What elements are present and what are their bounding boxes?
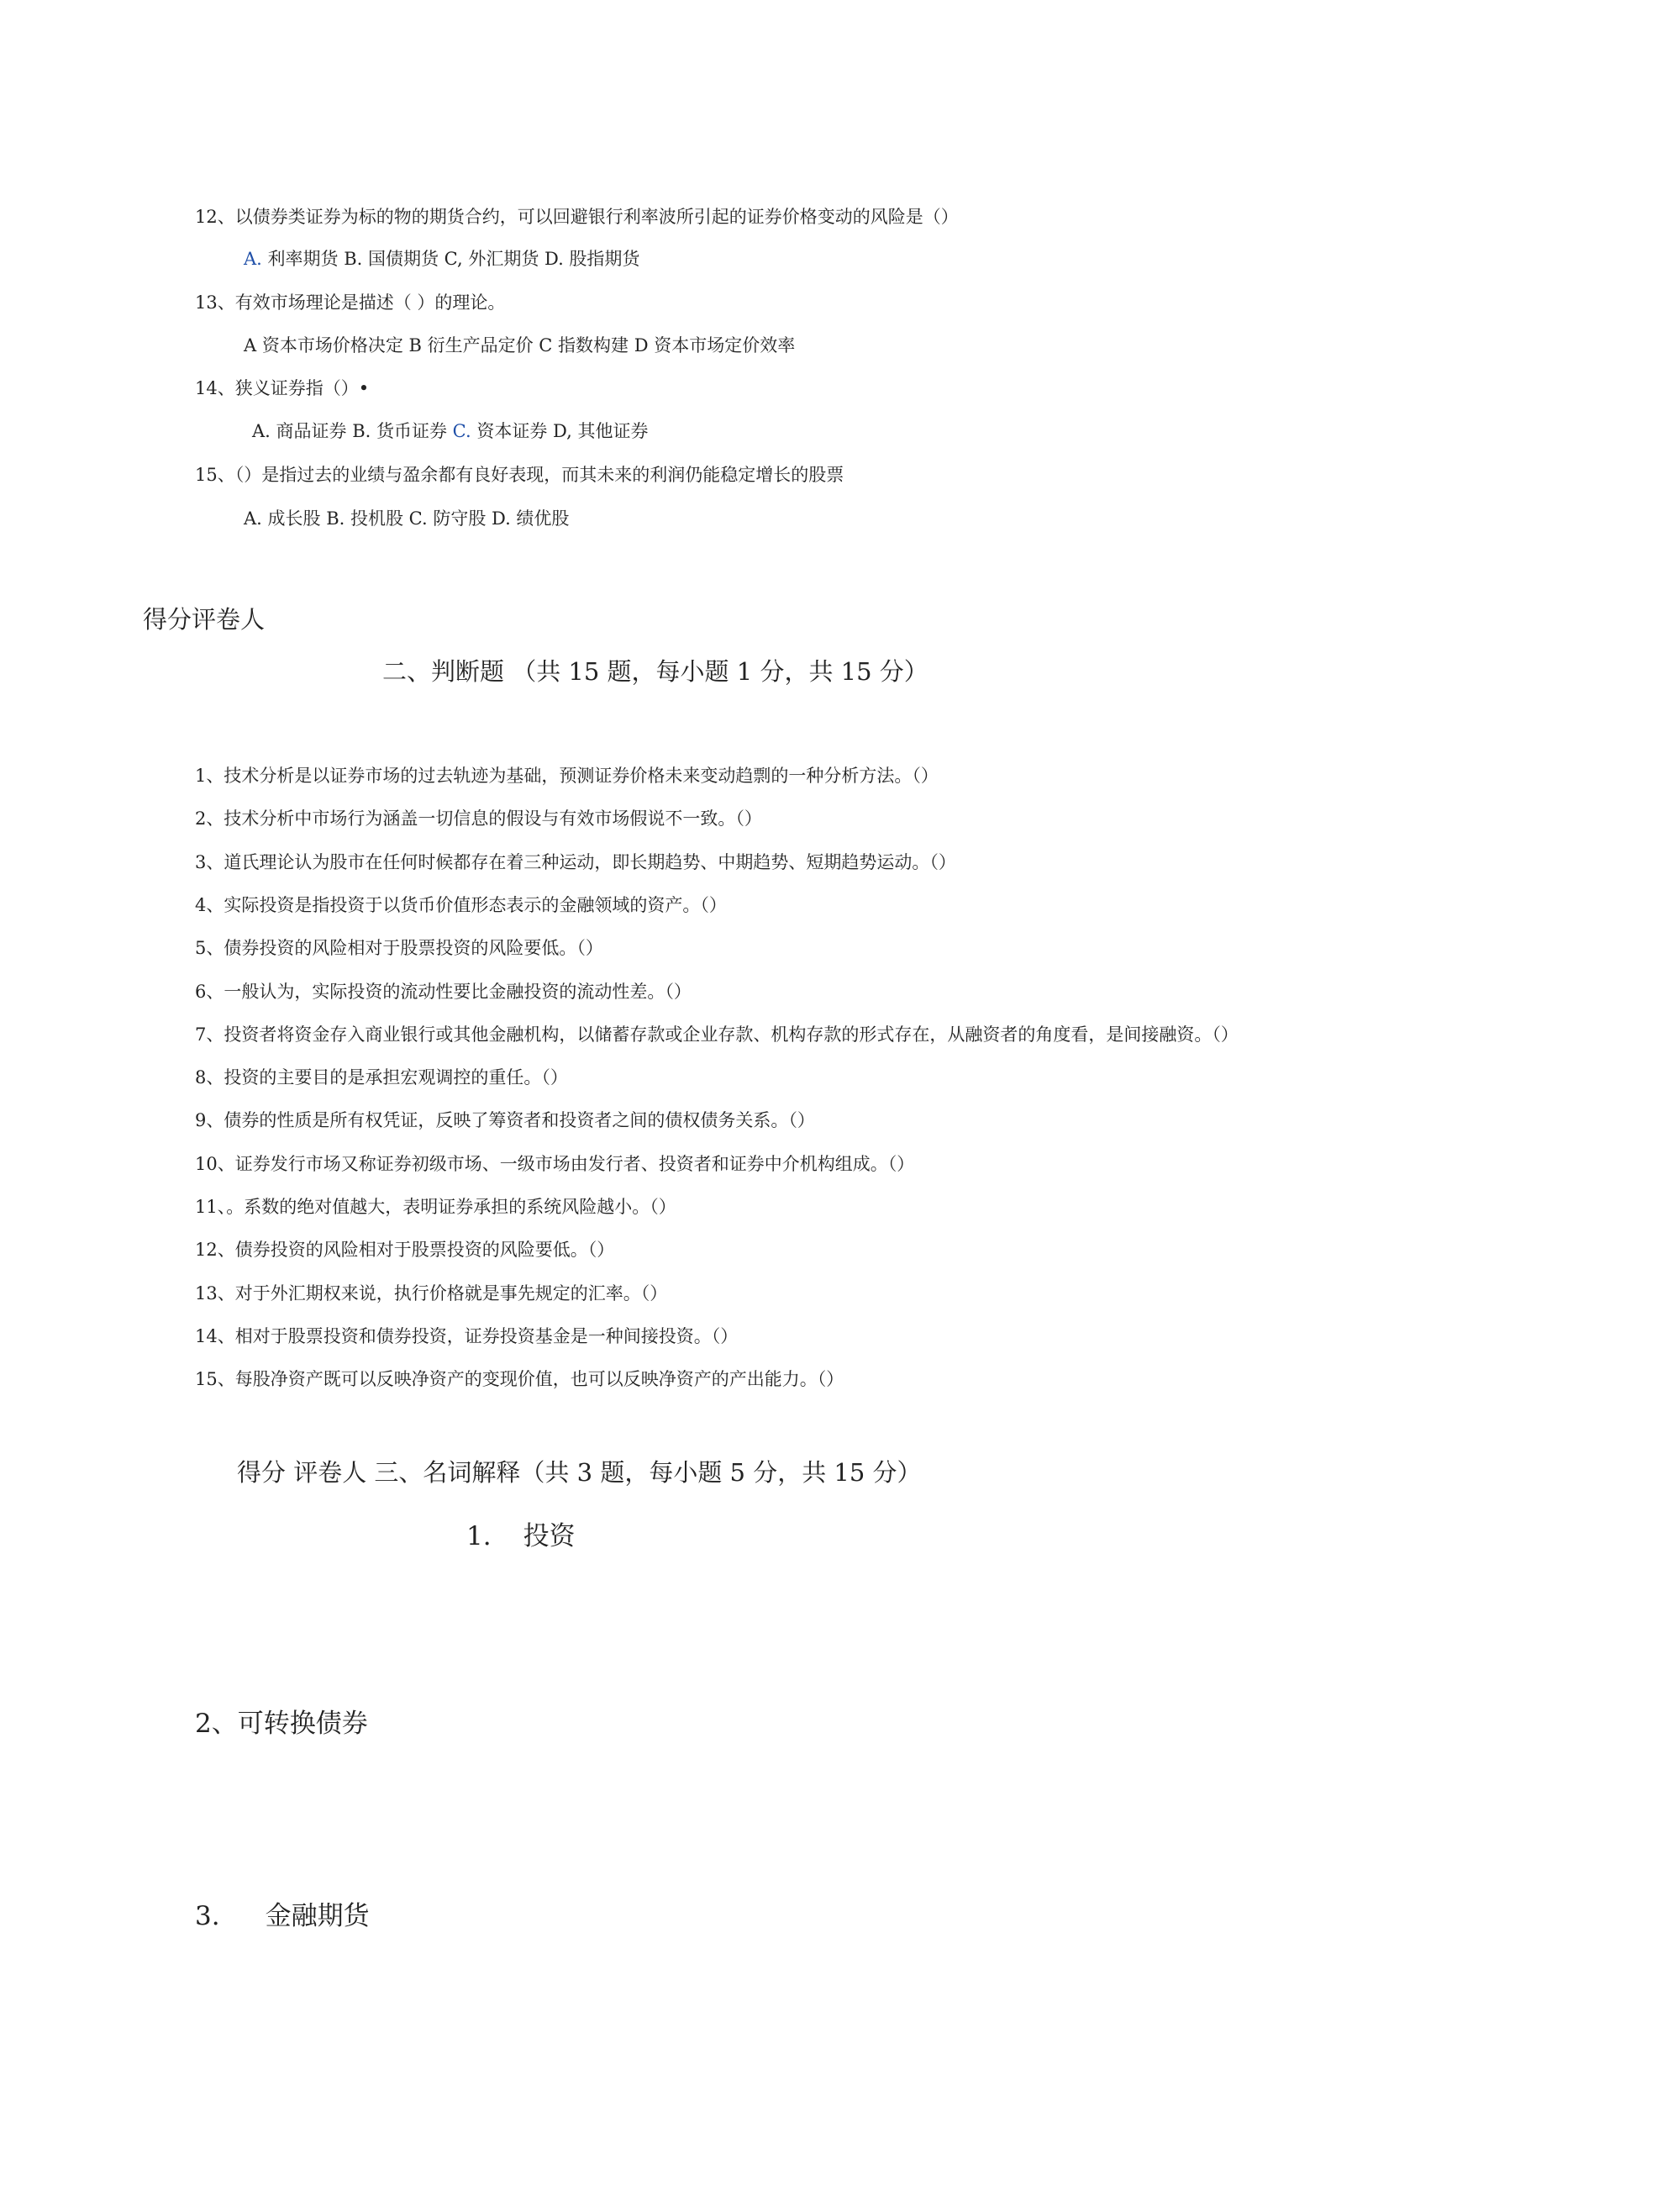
term-3 [195,1901,370,1931]
term-number: 2、 [195,1709,238,1739]
score-reviewer-label: 得分评卷人 [143,605,266,634]
true-false-item: 5、债券投资的风险相对于股票投资的风险要低。（） [195,938,603,959]
term-text: 投资 [523,1521,576,1551]
term-text: 金融期货 [265,1901,370,1931]
true-false-item: 8、投资的主要目的是承担宏观调控的重任。（） [195,1067,568,1088]
option-marker: C. [452,421,471,441]
question-14: 14、狭义证券指（）• [195,378,370,398]
true-false-item: 9、债券的性质是所有权凭证，反映了筹资者和投资者之间的债权债务关系。（） [195,1110,815,1131]
true-false-item: 12、债券投资的风险相对于股票投资的风险要低。（） [195,1240,615,1261]
question-14-options [252,423,648,440]
question-13: 13、有效市场理论是描述（ ）的理论。 [195,292,506,313]
true-false-item: 7、投资者将资金存入商业银行或其他金融机构，以储蓄存款或企业存款、机构存款的形式存在，从融资者的角度看，是间接融资。（） [195,1024,1239,1045]
term-number: 1. [466,1521,492,1551]
option-text: A. 成长股 B. 投机股 C. 防守股 D. 绩优股 [244,508,570,529]
true-false-item: 13、对于外汇期权来说，执行价格就是事先规定的汇率。（） [195,1282,668,1304]
question-15-options [244,510,569,528]
question-15: 15、（）是指过去的业绩与盈余都有良好表现，而其未来的利润仍能稳定增长的股票 [195,465,844,485]
true-false-item: 10、证券发行市场又称证券初级市场、一级市场由发行者、投资者和证券中介机构组成。（） [195,1153,915,1174]
true-false-item: 15、每股净资产既可以反映净资产的变现价值，也可以反映净资产的产出能力。（） [195,1369,844,1390]
term-1 [466,1521,576,1551]
option-text: 利率期货 B. 国债期货 C, 外汇期货 D. 股指期货 [261,249,640,269]
true-false-item: 4、实际投资是指投资于以货币价值形态表示的金融领域的资产。（） [195,894,727,915]
section-3-title: 得分 评卷人 三、名词解释（共 3 题，每小题 5 分，共 15 分） [237,1458,922,1487]
option-marker: A. [244,249,262,269]
true-false-item: 11、。系数的绝对值越大，表明证券承担的系统风险越小。（） [195,1197,676,1217]
true-false-item: 1、技术分析是以证券市场的过去轨迹为基础，预测证券价格未来变动趋剽的一种分析方法。（） [195,766,939,786]
question-13-options [244,337,795,355]
option-text: A 资本市场价格决定 B 衍生产品定价 C 指数构建 D 资本市场定价效率 [244,335,796,356]
option-text: A. 商品证券 B. 货币证券 [252,421,453,441]
term-text: 可转换债券 [237,1709,368,1739]
true-false-item: 6、一般认为，实际投资的流动性要比金融投资的流动性差。（） [195,981,692,1002]
term-2 [195,1711,368,1737]
true-false-item: 3、道氏理论认为股市在任何时候都存在着三种运动，即长期趋势、中期趋势、短期趋势运动。（） [195,851,956,872]
question-12-options [244,250,639,268]
term-number: 3. [195,1901,220,1931]
true-false-item: 14、相对于股票投资和债券投资，证券投资基金是一种间接投资。（） [195,1325,739,1346]
true-false-item: 2、技术分析中市场行为涵盖一切信息的假设与有效市场假说不一致。（） [195,808,762,830]
question-12: 12、以债券类证券为标的物的期货合约，可以回避银行利率波所引起的证券价格变动的风险是（） [195,207,959,227]
section-2-title: 二、判断题 （共 15 题，每小题 1 分，共 15 分） [382,657,928,686]
option-text: 资本证券 D, 其他证券 [471,421,649,441]
